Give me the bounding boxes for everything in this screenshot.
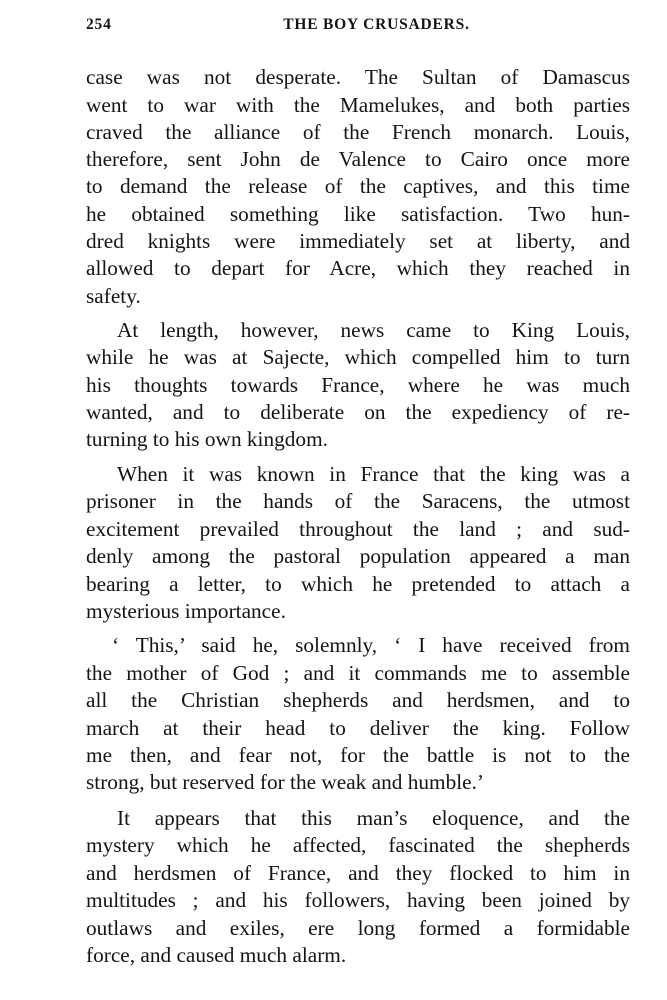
- text-line: At length, however, news came to King Louis,: [117, 318, 630, 342]
- text-line: mystery which he affected, fascinated the shepherds: [86, 833, 630, 857]
- text-line: he obtained something like satisfaction. Two hun-: [86, 202, 630, 226]
- text-line: and herdsmen of France, and they flocked to him in: [86, 861, 630, 885]
- text-line: went to war with the Mamelukes, and both parties: [86, 93, 630, 117]
- text-line: wanted, and to deliberate on the expediency of re-: [86, 400, 630, 424]
- page-number: 254: [86, 16, 112, 33]
- text-line: therefore, sent John de Valence to Cairo once more: [86, 147, 630, 171]
- text-line: march at their head to deliver the king. Follow: [86, 716, 630, 740]
- text-line: turning to his own kingdom.: [86, 427, 328, 451]
- text-line: me then, and fear not, for the battle is not to the: [86, 743, 630, 767]
- text-line: When it was known in France that the king was a: [117, 462, 630, 486]
- text-line: ‘ This,’ said he, solemnly, ‘ I have received from: [112, 633, 630, 657]
- running-title: THE BOY CRUSADERS.: [283, 16, 470, 33]
- page-header: [86, 16, 627, 42]
- text-line: mysterious importance.: [86, 599, 286, 623]
- text-line: prisoner in the hands of the Saracens, the utmost: [86, 489, 630, 513]
- text-line: the mother of God ; and it commands me to assemble: [86, 661, 630, 685]
- text-line: allowed to depart for Acre, which they reached in: [86, 256, 630, 280]
- text-line: case was not desperate. The Sultan of Damascus: [86, 65, 630, 89]
- text-line: force, and caused much alarm.: [86, 943, 347, 967]
- text-line: while he was at Sajecte, which compelled him to turn: [86, 345, 630, 369]
- text-line: safety.: [86, 284, 141, 308]
- text-line: bearing a letter, to which he pretended to attach a: [86, 572, 630, 596]
- text-line: his thoughts towards France, where he was much: [86, 373, 630, 397]
- text-line: multitudes ; and his followers, having been joined by: [86, 888, 630, 912]
- text-line: excitement prevailed throughout the land ; and sud-: [86, 517, 630, 541]
- text-line: denly among the pastoral population appeared a man: [86, 544, 630, 568]
- text-line: outlaws and exiles, ere long formed a formidable: [86, 916, 630, 940]
- text-line: all the Christian shepherds and herdsmen, and to: [86, 688, 630, 712]
- text-line: to demand the release of the captives, and this time: [86, 174, 630, 198]
- text-line: It appears that this man’s eloquence, and the: [117, 806, 630, 830]
- text-line: dred knights were immediately set at liberty, and: [86, 229, 630, 253]
- text-line: strong, but reserved for the weak and humble.’: [86, 770, 485, 794]
- text-line: craved the alliance of the French monarch. Louis,: [86, 120, 630, 144]
